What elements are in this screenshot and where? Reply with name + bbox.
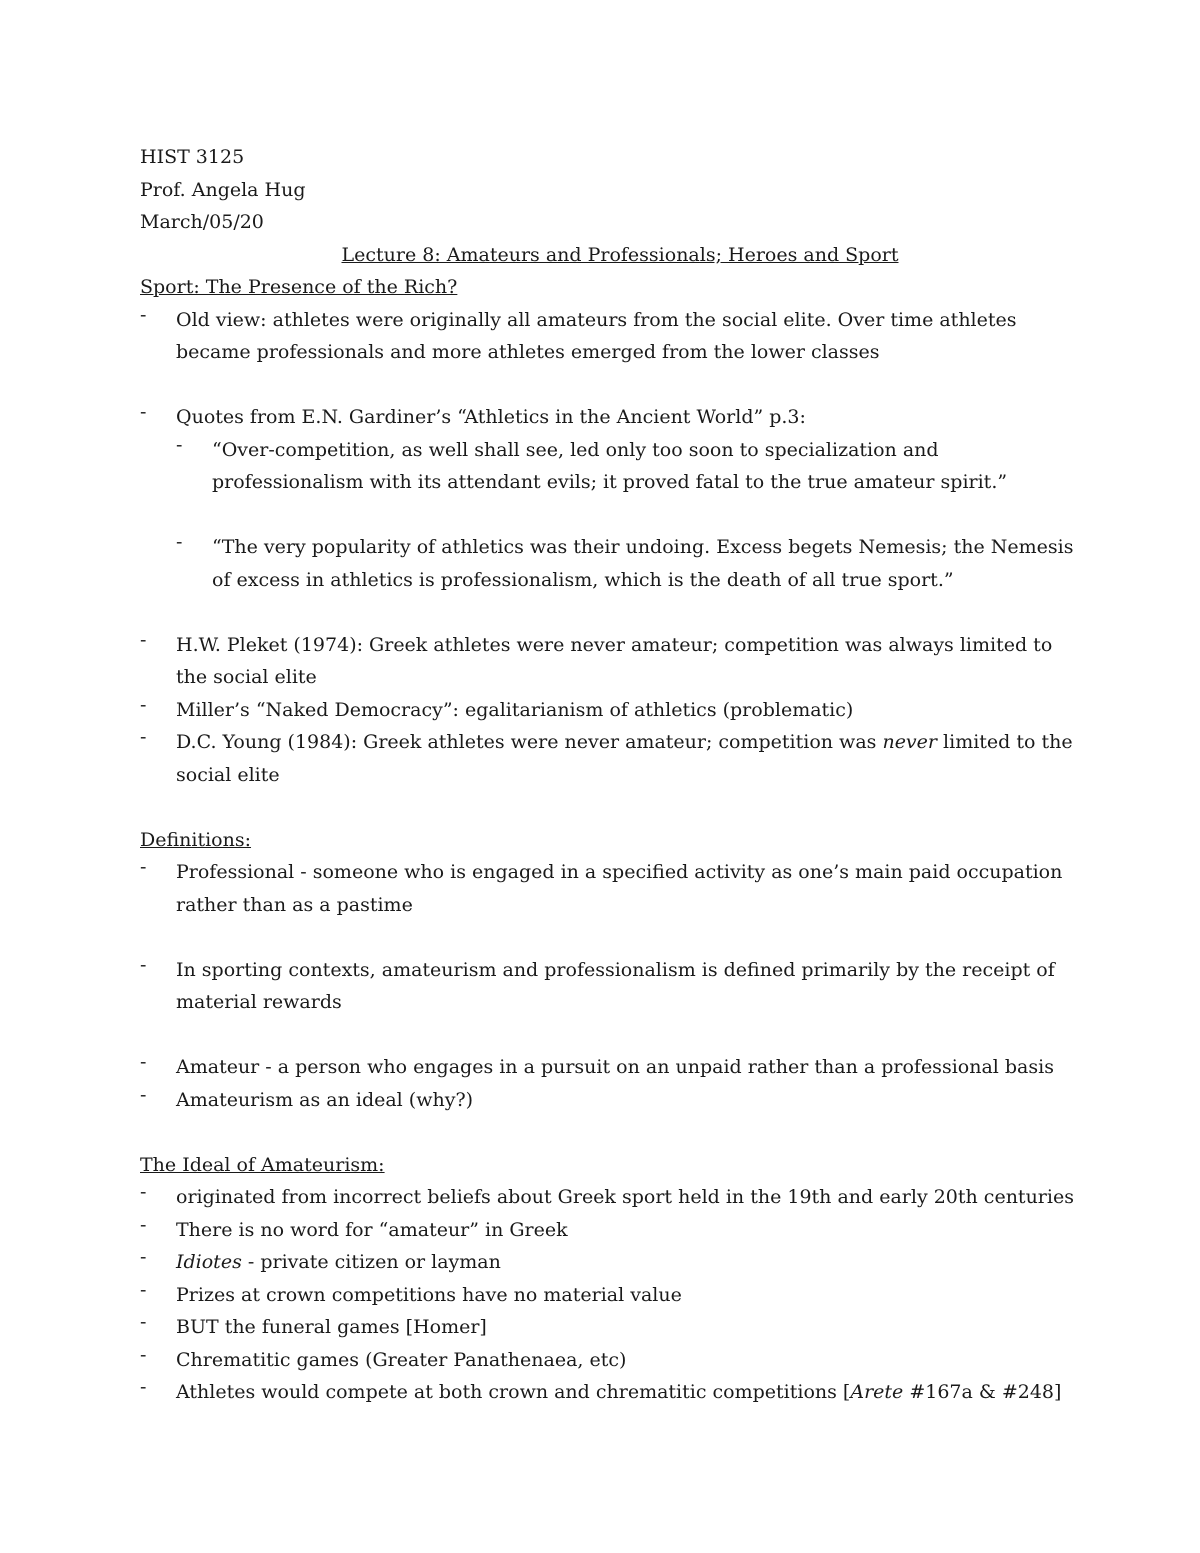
quote-2: “The very popularity of athletics was their undoing. Excess begets Nemesis; the Nemesis of excess in athletics is professionalism, which is the death of all true sport.”	[212, 536, 1074, 591]
professor-name: Prof. Angela Hug	[140, 178, 306, 201]
bullet-dash: -	[140, 628, 147, 651]
bullet-quote-2	[176, 531, 1080, 596]
quotes-intro: Quotes from E.N. Gardiner’s “Athletics in the Ancient World” p.3:	[176, 406, 806, 428]
bullet-dash: -	[140, 1376, 147, 1398]
bullet-dash: -	[140, 1083, 147, 1106]
bullet-dash: -	[140, 856, 147, 878]
bullet-no-word	[140, 1214, 1080, 1247]
sporting-context: In sporting contexts, amateurism and professionalism is defined primarily by the receipt of material rewards	[176, 958, 1055, 1013]
bullet-dash: -	[176, 531, 183, 553]
bullet-miller	[140, 694, 1080, 727]
bullet-dash: -	[140, 953, 147, 976]
course-code: HIST 3125	[140, 146, 245, 168]
professional-definition: Professional - someone who is engaged in a specified activity as one’s main paid occupation rather than as a pastime	[176, 861, 1063, 916]
compete-text-b: #167a & #248]	[903, 1381, 1062, 1403]
old-view-text: athletes were originally all amateurs from the social elite. Over time athletes became professionals and more athletes emerged from the lower classes	[176, 308, 1017, 363]
bullet-dash: -	[140, 1051, 147, 1073]
arete-reference: Arete	[850, 1381, 904, 1403]
bullet-dash: -	[140, 303, 147, 326]
list-item: Prizes at crown competitions have no material value	[176, 1283, 682, 1306]
idiotes-definition: - private citizen or layman	[241, 1251, 501, 1273]
bullet-origin	[140, 1181, 1080, 1214]
amateur-definition: Amateur - a person who engages in a pursuit on an unpaid rather than a professional basis	[176, 1056, 1054, 1078]
bullet-quotes-intro	[140, 401, 1080, 434]
quote-1: “Over-competition, as well shall see, led only too soon to specialization and professionalism with its attendant evils; it proved fatal to the true amateur spirit.”	[212, 438, 1008, 493]
list-item: Chrematitic games (Greater Panathenaea, etc)	[176, 1348, 627, 1371]
section-heading-definitions: Definitions:	[140, 828, 252, 851]
bullet-dash: -	[140, 1343, 147, 1366]
bullet-ideal	[140, 1084, 1080, 1117]
miller-text: Miller’s “Naked Democracy”: egalitarianism of athletics (problematic)	[176, 698, 854, 721]
compete-text-a: Athletes would compete at both crown and chrematitic competitions [	[176, 1381, 851, 1403]
list-item: BUT the funeral games [Homer]	[176, 1316, 487, 1338]
idiotes-term: Idiotes	[176, 1251, 242, 1273]
young-text-a: D.C. Young (1984): Greek athletes were never amateur; competition was	[176, 731, 883, 753]
pleket-text: H.W. Pleket (1974): Greek athletes were never amateur; competition was always limited to the social elite	[176, 633, 1053, 688]
old-view-label: Old view:	[176, 308, 267, 331]
young-text-b: limited to the social elite	[176, 731, 1073, 786]
bullet-dash: -	[140, 1246, 147, 1268]
bullet-dash: -	[140, 693, 147, 716]
bullet-dash: -	[140, 1181, 147, 1203]
bullet-dash: -	[140, 1213, 147, 1236]
bullet-quote-1	[176, 434, 1080, 499]
section-heading-presence: Sport: The Presence of the Rich?	[140, 276, 458, 298]
bullet-dash: -	[140, 1278, 147, 1301]
young-emphasis: never	[882, 731, 937, 753]
bullet-funeral	[140, 1311, 1080, 1344]
bullet-professional	[140, 856, 1080, 921]
document-body	[140, 141, 1080, 1409]
bullet-dash: -	[140, 1311, 147, 1333]
bullet-sporting	[140, 954, 1080, 1019]
lecture-date: March/05/20	[140, 211, 264, 233]
bullet-dash: -	[176, 433, 183, 456]
list-item: There is no word for “amateur” in Greek	[176, 1218, 568, 1241]
bullet-pleket	[140, 629, 1080, 694]
bullet-prizes	[140, 1279, 1080, 1312]
bullet-dash: -	[140, 726, 147, 748]
list-item: originated from incorrect beliefs about Greek sport held in the 19th and early 20th centuries	[176, 1186, 1074, 1208]
bullet-compete-both	[140, 1376, 1080, 1409]
bullet-young	[140, 726, 1080, 791]
bullet-dash: -	[140, 401, 147, 423]
section-heading-ideal: The Ideal of Amateurism:	[140, 1153, 385, 1176]
lecture-title: Lecture 8: Amateurs and Professionals; Heroes and Sport	[341, 243, 899, 266]
bullet-old-view	[140, 304, 1080, 369]
bullet-amateur	[140, 1051, 1080, 1084]
bullet-idiotes	[140, 1246, 1080, 1279]
bullet-chrematitic	[140, 1344, 1080, 1377]
amateurism-ideal: Amateurism as an ideal (why?)	[176, 1088, 474, 1111]
